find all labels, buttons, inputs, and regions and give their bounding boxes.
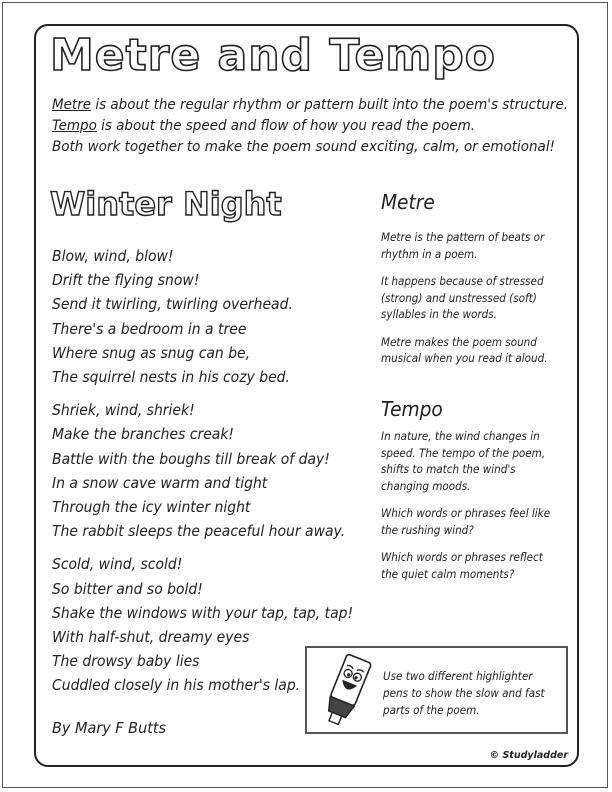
poem-line: Send it twirling, twirling overhead. <box>52 295 293 314</box>
copyright: © Studyladder <box>489 750 568 761</box>
tempo-term: Tempo <box>52 118 97 134</box>
poem-line: Shake the windows with your tap, tap, tap! <box>52 603 354 622</box>
tip-box <box>305 646 568 734</box>
tempo-paragraph: In nature, the wind changes in speed. The tempo of the poem, shifts to match the wind's changing moods. <box>381 430 546 493</box>
poem-line: Through the icy winter night <box>52 498 251 517</box>
tempo-section <box>381 397 558 594</box>
metre-paragraph: It happens because of stressed (strong) and unstressed (soft) syllables in the words. <box>381 275 544 321</box>
poem-line: Battle with the boughs till break of day! <box>52 449 330 468</box>
tip-text: Use two different highlighter pens to show the slow and fast parts of the poem. <box>383 670 545 717</box>
metre-heading: Metre <box>381 190 435 214</box>
poem-line: Drift the flying snow! <box>52 271 200 290</box>
poem-line: Scold, wind, scold! <box>52 555 183 574</box>
poem-line: With half-shut, dreamy eyes <box>52 628 250 647</box>
intro-text: Metre is about the regular rhythm or pattern built into the poem's structure. Tempo is about the speed and flow of how you read the poem. Both work together to make the poem sound exciting, calm, or emotional! <box>52 97 569 155</box>
poem-title: Winter Night <box>50 185 282 223</box>
metre-paragraph: Metre makes the poem sound musical when you read it aloud. <box>381 335 548 365</box>
stanza-2 <box>52 398 353 543</box>
poem-line: Shriek, wind, shriek! <box>52 401 195 420</box>
poem-line: Where snug as snug can be, <box>52 343 251 362</box>
metre-section <box>381 190 558 379</box>
metre-term: Metre <box>52 97 92 113</box>
highlighter-pen-icon <box>315 652 377 732</box>
poem-line: The squirrel nests in his cozy bed. <box>52 368 290 387</box>
poem-line: There's a bedroom in a tree <box>52 319 247 338</box>
poem-line: Make the branches creak! <box>52 425 235 444</box>
tempo-paragraph: Which words or phrases feel like the rushing wind? <box>381 507 551 537</box>
poem-line: Blow, wind, blow! <box>52 247 174 265</box>
stanza-1 <box>52 244 353 389</box>
poem-author: By Mary F Butts <box>52 719 167 737</box>
poem-line: So bitter and so bold! <box>52 579 203 598</box>
poem-body <box>52 244 353 707</box>
page-title: Metre and Tempo <box>50 30 496 81</box>
tempo-heading: Tempo <box>381 397 443 421</box>
poem-line: Cuddled closely in his mother's lap. <box>52 676 301 695</box>
poem-line: The rabbit sleeps the peaceful hour away. <box>52 522 346 541</box>
poem-line: The drowsy baby lies <box>52 652 200 671</box>
metre-paragraph: Metre is the pattern of beats or rhythm in a poem. <box>381 231 545 261</box>
tempo-paragraph: Which words or phrases reflect the quiet calm moments? <box>381 551 543 581</box>
poem-line: In a snow cave warm and tight <box>52 473 268 492</box>
